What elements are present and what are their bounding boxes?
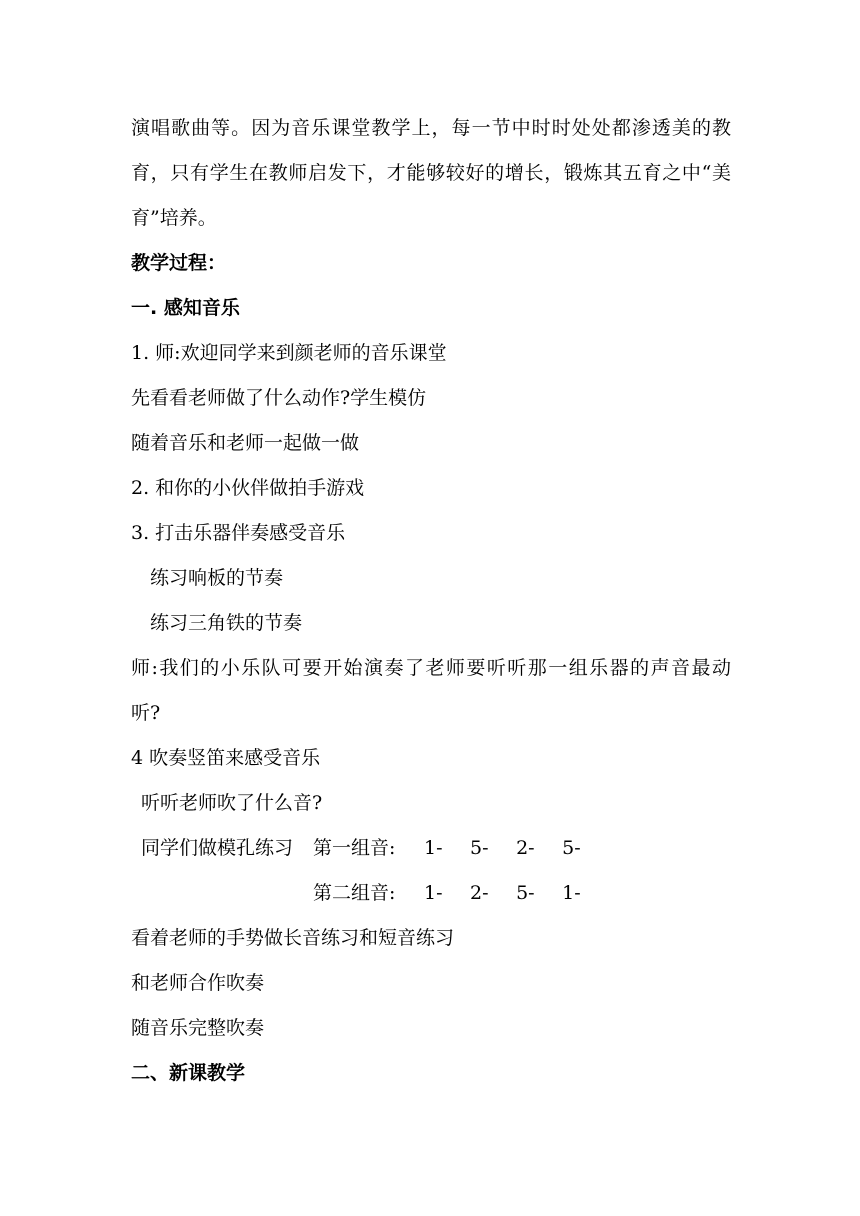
group-1-label: 第一组音:: [313, 837, 396, 859]
teacher-question-line-1: 师:我们的小乐队可要开始演奏了老师要听听那一组乐器的声音最动: [131, 657, 731, 679]
item-4-sub-a: 听听老师吹了什么音?: [141, 792, 323, 814]
item-1-sub-a: 先看看老师做了什么动作?学生模仿: [131, 387, 427, 409]
item-4-sub-c: 看着老师的手势做长音练习和短音练习: [131, 927, 455, 949]
note: 2-: [470, 882, 489, 904]
section-title-new-lesson: 二、新课教学: [131, 1062, 246, 1084]
item-3-sub-b: 练习三角铁的节奏: [150, 612, 303, 634]
item-4-sub-b-label: 同学们做模孔练习: [141, 837, 294, 859]
item-2: 2. 和你的小伙伴做拍手游戏: [131, 477, 365, 499]
item-4-sub-e: 随音乐完整吹奏: [131, 1017, 265, 1039]
section-title-perceive-music: 一. 感知音乐: [131, 297, 240, 319]
paragraph-line-2: 育，只有学生在教师启发下，才能够较好的增长，锻炼其五育之中“美: [131, 162, 731, 184]
note: 5-: [562, 837, 581, 859]
note: 5-: [470, 837, 489, 859]
item-4: 4 吹奏竖笛来感受音乐: [131, 747, 321, 769]
item-1-sub-b: 随着音乐和老师一起做一做: [131, 432, 360, 454]
item-4-sub-d: 和老师合作吹奏: [131, 972, 265, 994]
paragraph-line-1: 演唱歌曲等。因为音乐课堂教学上，每一节中时时处处都渗透美的教: [131, 117, 731, 139]
group-2-notes: [424, 881, 602, 905]
heading-teaching-process: 教学过程：: [131, 252, 227, 274]
group-2-label: 第二组音:: [313, 882, 396, 904]
item-3: 3. 打击乐器伴奏感受音乐: [131, 522, 346, 544]
group-1-notes: [424, 836, 602, 860]
item-3-sub-a: 练习响板的节奏: [150, 567, 284, 589]
note: 2-: [516, 837, 535, 859]
item-1: 1. 师:欢迎同学来到颜老师的音乐课堂: [131, 342, 447, 364]
note: 1-: [424, 837, 443, 859]
note: 1-: [562, 882, 581, 904]
note: 5-: [516, 882, 535, 904]
note: 1-: [424, 882, 443, 904]
paragraph-line-3: 育”培养。: [131, 207, 217, 229]
teacher-question-line-2: 听?: [131, 702, 161, 724]
